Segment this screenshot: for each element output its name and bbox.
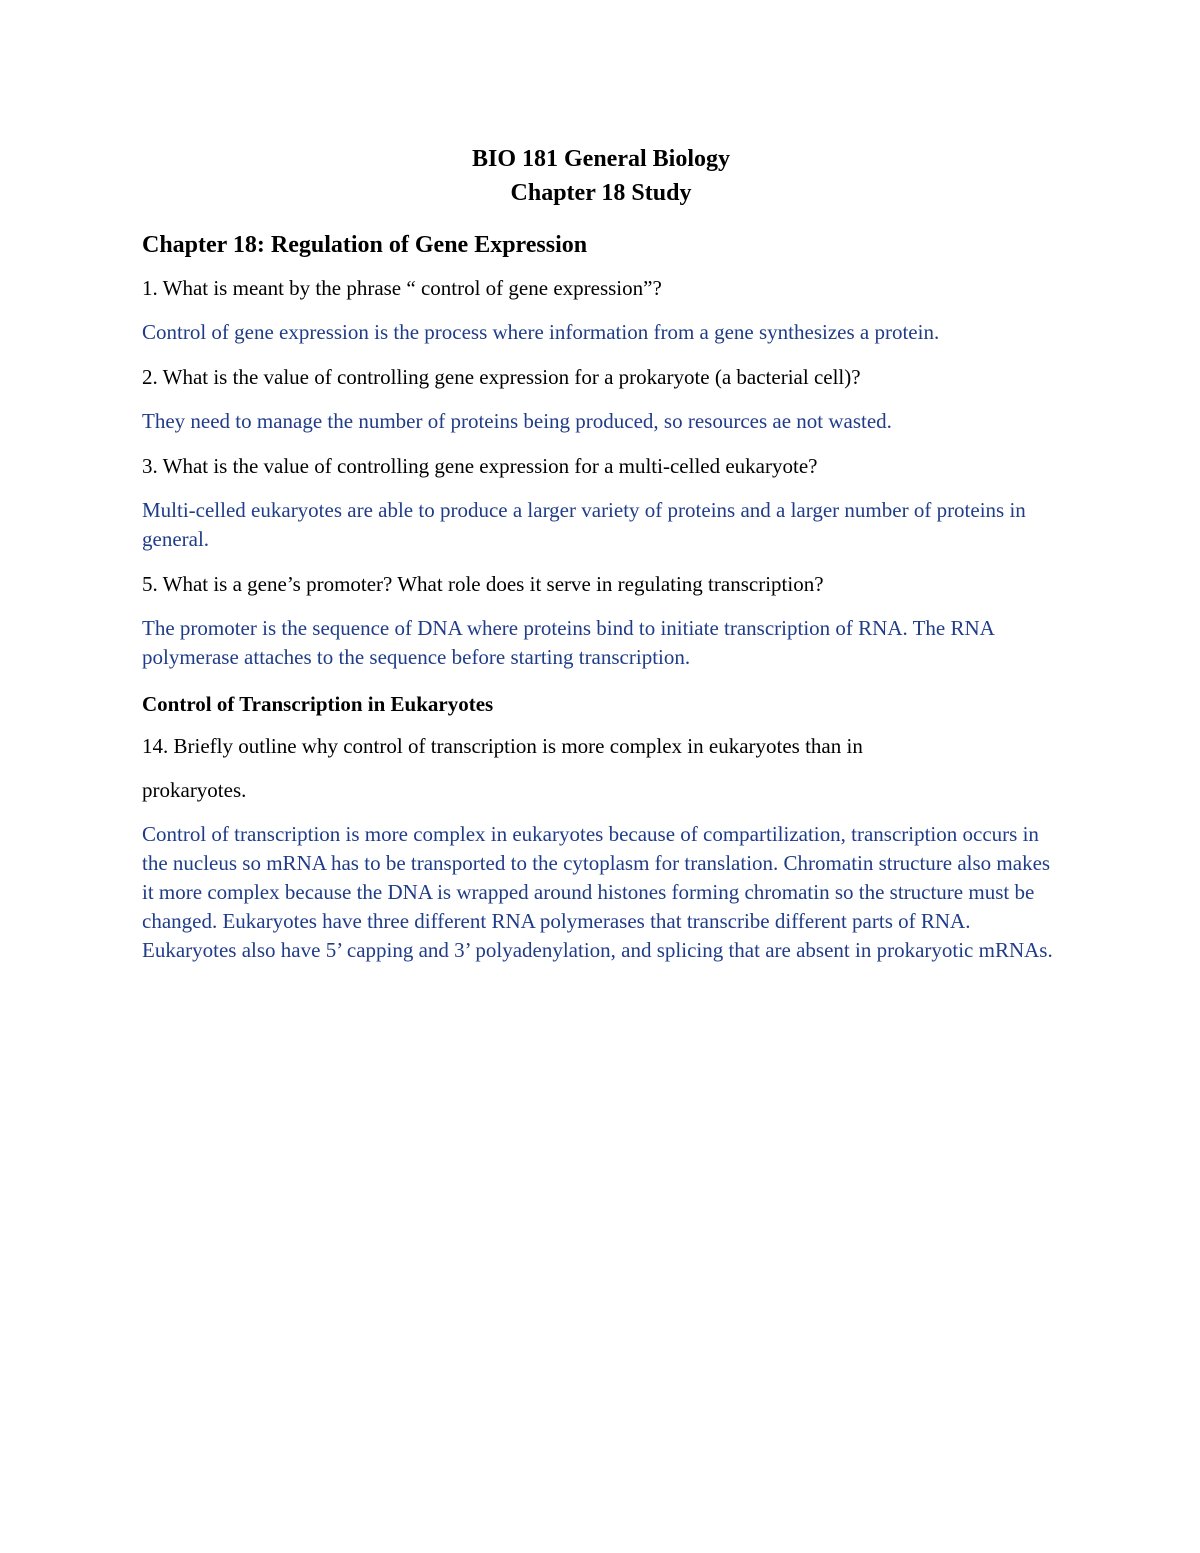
answer-1: Control of gene expression is the process where information from a gene synthesizes a protein. — [142, 320, 940, 344]
chapter-heading: Chapter 18: Regulation of Gene Expression — [142, 232, 588, 258]
question-5: 5. What is a gene’s promoter? What role does it serve in regulating transcription? — [142, 572, 824, 596]
question-14-line-1: 14. Briefly outline why control of transcription is more complex in eukaryotes than in — [142, 734, 863, 758]
question-3: 3. What is the value of controlling gene expression for a multi-celled eukaryote? — [142, 454, 818, 478]
answer-5: The promoter is the sequence of DNA where proteins bind to initiate transcription of RNA. The RNA polymerase attaches to the sequence before starting transcription. — [142, 616, 994, 669]
document-body — [142, 142, 1060, 981]
answer-2: They need to manage the number of proteins being produced, so resources ae not wasted. — [142, 409, 892, 433]
question-2: 2. What is the value of controlling gene expression for a prokaryote (a bacterial cell)? — [142, 365, 861, 389]
section-heading: Control of Transcription in Eukaryotes — [142, 692, 494, 716]
answer-14: Control of transcription is more complex in eukaryotes because of compartilization, transcription occurs in the nucleus so mRNA has to be transported to the cytoplasm for translation. Chromatin structure also makes it more complex because the DNA is wrapped around histones forming chromatin so the structure must be changed. Eukaryotes have three different RNA polymerases that transcribe different parts of RNA. Eukaryotes also have 5’ capping and 3’ polyadenylation, and splicing that are absent in prokaryotic mRNAs. — [142, 822, 1053, 962]
question-14-line-2: prokaryotes. — [142, 778, 247, 802]
document-subtitle: Chapter 18 Study — [510, 180, 692, 206]
question-1: 1. What is meant by the phrase “ control of gene expression”? — [142, 276, 662, 300]
answer-3: Multi-celled eukaryotes are able to produce a larger variety of proteins and a larger number of proteins in general. — [142, 498, 1026, 551]
document-title: BIO 181 General Biology — [472, 146, 730, 172]
